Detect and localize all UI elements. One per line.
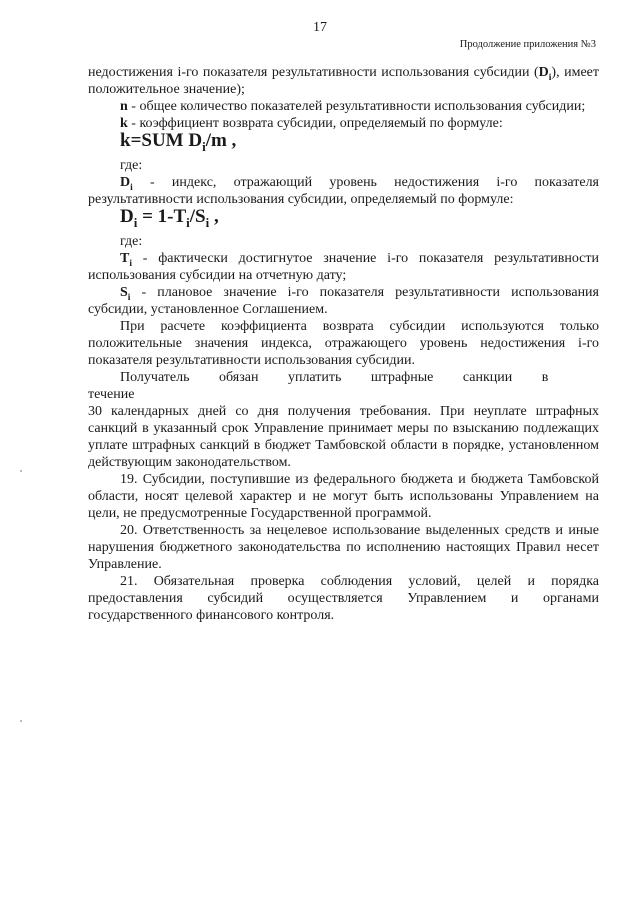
definition-k: k - коэффициент возврата субсидии, определяемый по формуле:	[120, 116, 503, 131]
symbol-ti: T	[120, 251, 130, 266]
paragraph-fines: 30 календарных дней со дня получения требования. При неуплате штрафных санкций в указанный срок Управление принимает меры по взысканию подлежащих уплате штрафных санкций в бюджет Тамбовской области в порядке, установленном действующим законодательством.	[88, 404, 599, 470]
symbol-di: D	[120, 175, 131, 190]
formula-di: $D_i = 1-T_i/S_i$ ,	[120, 206, 219, 230]
paragraph-fines-lead: Получатель обязан уплатить штрафные санкции в течение	[88, 370, 549, 402]
scan-margin-mark	[20, 470, 22, 472]
symbol-si: S	[120, 285, 128, 300]
page-number: 17	[313, 20, 327, 35]
document-body	[88, 64, 599, 624]
continued-definition: недостижения i-го показателя результативности использования субсидии $(D_i)$, имеет положительное значение);	[88, 65, 599, 97]
symbol-k: k	[120, 116, 128, 131]
paragraph-20: 20. Ответственность за нецелевое использование выделенных средств и иные нарушения бюджетного законодательства по исполнению настоящих Правил несет Управление.	[88, 523, 599, 572]
definition-di: $D_i$ - индекс, отражающий уровень недостижения i-го показателя результативности использования субсидии, определяемый по формуле:	[88, 175, 599, 207]
where-label-1: где:	[120, 158, 143, 173]
paragraph-positive-values: При расчете коэффициента возврата субсидии используются только положительные значения индекса, отражающего уровень недостижения i-го показателя результативности использования субсидии.	[88, 319, 599, 368]
paragraph-19: 19. Субсидии, поступившие из федерального бюджета и бюджета Тамбовской области, носят целевой характер и не могут быть использованы Управлением на цели, не предусмотренные Государственной программой.	[88, 472, 599, 521]
paragraph-21: 21. Обязательная проверка соблюдения условий, целей и порядка предоставления субсидий осуществляется Управлением и органами государственного финансового контроля.	[88, 574, 599, 623]
definition-ti: $T_i$ - фактически достигнутое значение i-го показателя результативности использования субсидии на отчетную дату;	[88, 251, 599, 283]
symbol-n: n	[120, 99, 128, 114]
definition-si: $S_i$ - плановое значение i-го показателя результативности использования субсидии, установленное Соглашением.	[88, 285, 599, 317]
appendix-continuation-note: Продолжение приложения №3	[459, 39, 596, 50]
scan-margin-mark	[20, 720, 22, 722]
where-label-2: где:	[120, 234, 143, 249]
definition-n: n - общее количество показателей результативности использования субсидии;	[120, 99, 586, 114]
formula-k: k=SUM $D_i/m$ ,	[120, 130, 237, 154]
